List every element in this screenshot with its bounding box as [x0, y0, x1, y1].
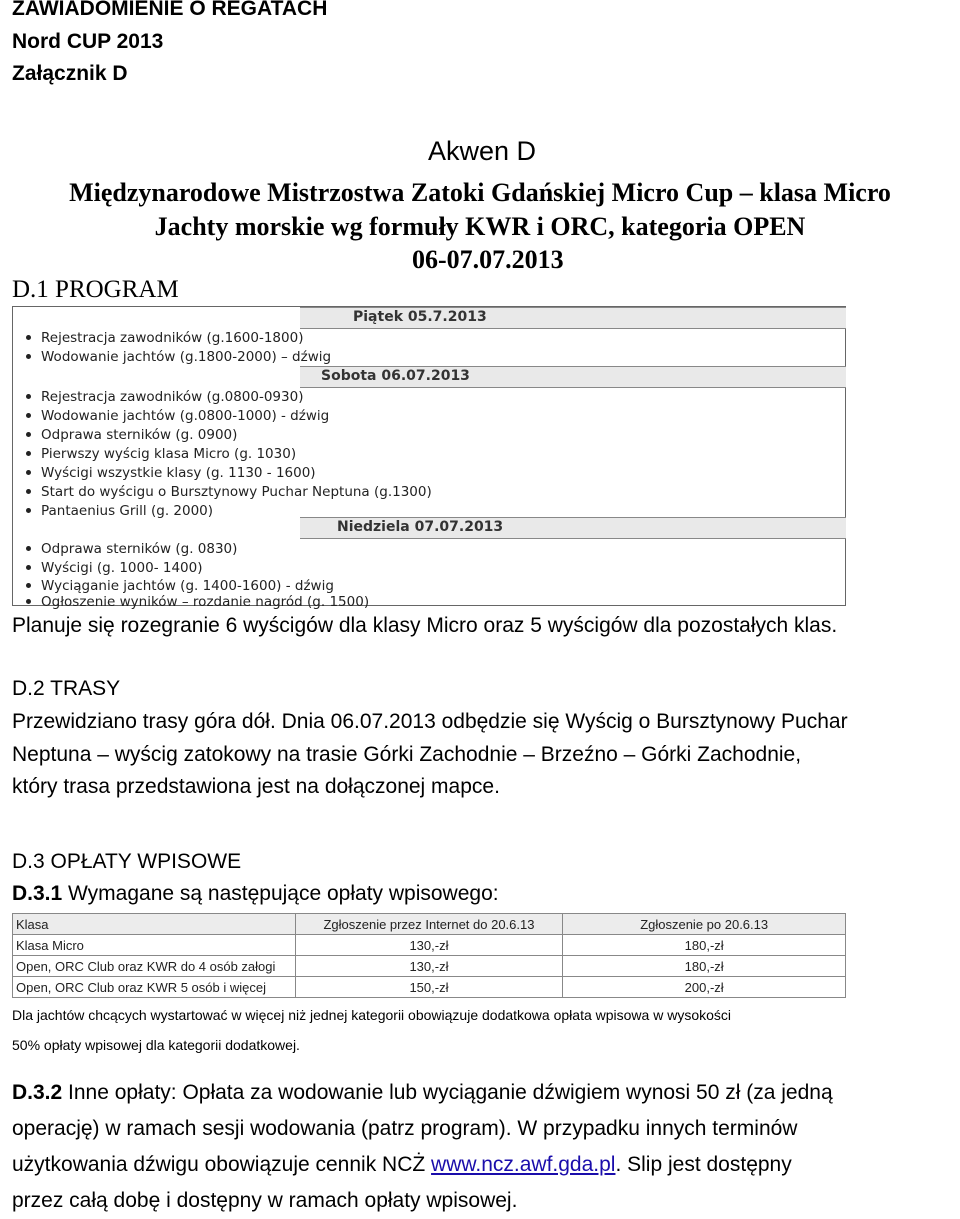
day-label-saturday: Sobota 06.07.2013	[321, 368, 470, 384]
program-item: Wodowanie jachtów (g.0800-1000) - dźwig	[26, 406, 329, 426]
program-item: Pantaenius Grill (g. 2000)	[26, 501, 213, 521]
event-subtitle: Jachty morskie wg formuły KWR i ORC, kategoria OPEN	[154, 212, 806, 241]
table-cell: Open, ORC Club oraz KWR 5 osób i więcej	[13, 977, 296, 998]
bullet-icon	[26, 394, 31, 399]
bullet-icon	[26, 413, 31, 418]
table-cell: 200,-zł	[563, 977, 846, 998]
bullet-icon	[26, 565, 31, 570]
program-item: Wyciąganie jachtów (g. 1400-1600) - dźwig	[26, 576, 334, 596]
event-dates: 06-07.07.2013	[412, 245, 564, 274]
bullet-icon	[26, 354, 31, 359]
table-row	[13, 935, 846, 956]
bullet-icon	[26, 451, 31, 456]
table-cell: Open, ORC Club oraz KWR do 4 osób załogi	[13, 956, 296, 977]
program-note: Planuje się rozegranie 6 wyścigów dla klasy Micro oraz 5 wyścigów dla pozostałych klas.	[12, 614, 838, 637]
oplaty-sub2-line: przez całą dobę i dostępny w ramach opłaty wpisowej.	[12, 1189, 518, 1212]
program-title: D.1 PROGRAM	[12, 276, 179, 303]
program-box	[12, 306, 846, 610]
table-cell: 150,-zł	[295, 977, 563, 998]
bullet-icon	[26, 489, 31, 494]
day-label-sunday: Niedziela 07.07.2013	[337, 519, 504, 535]
bullet-icon	[26, 470, 31, 475]
bullet-icon	[26, 432, 31, 437]
program-item: Wyścigi (g. 1000- 1400)	[26, 558, 202, 578]
trasy-title: D.2 TRASY	[12, 677, 121, 700]
program-item: Pierwszy wyścig klasa Micro (g. 1030)	[26, 444, 296, 464]
program-item: Ogłoszenie wyników – rozdanie nagród (g. 1500)	[26, 592, 369, 612]
extra-fee-line: 50% opłaty wpisowej dla kategorii dodatkowej.	[12, 1037, 300, 1053]
table-cell: 130,-zł	[295, 935, 563, 956]
trasy-line: Neptuna – wyścig zatokowy na trasie Górki Zachodnie – Brzeźno – Górki Zachodnie,	[12, 743, 802, 766]
oplaty-sub2-line: użytkowania dźwigu obowiązuje cennik NCŻ www.ncz.awf.gda.pl. Slip jest dostępny	[12, 1153, 792, 1176]
header-attachment: Załącznik D	[12, 62, 128, 85]
table-header-cell: Zgłoszenie po 20.6.13	[563, 914, 846, 935]
program-item: Odprawa sterników (g. 0900)	[26, 425, 237, 445]
event-title: Międzynarodowe Mistrzostwa Zatoki Gdańskiej Micro Cup – klasa Micro	[69, 178, 891, 207]
oplaty-sub2-line: D.3.2 Inne opłaty: Opłata za wodowanie lub wyciąganie dźwigiem wynosi 50 zł (za jedną	[12, 1081, 833, 1104]
table-cell: 180,-zł	[563, 935, 846, 956]
program-item: Wodowanie jachtów (g.1800-2000) – dźwig	[26, 347, 331, 367]
table-cell: 180,-zł	[563, 956, 846, 977]
oplaty-title: D.3 OPŁATY WPISOWE	[12, 850, 242, 873]
bullet-icon	[26, 583, 31, 588]
table-row	[13, 956, 846, 977]
bullet-icon	[26, 335, 31, 340]
table-header-cell: Zgłoszenie przez Internet do 20.6.13	[295, 914, 563, 935]
fee-table	[12, 913, 846, 998]
bullet-icon	[26, 508, 31, 513]
program-item: Rejestracja zawodników (g.1600-1800)	[26, 328, 303, 348]
bullet-icon	[26, 546, 31, 551]
program-item: Odprawa sterników (g. 0830)	[26, 539, 237, 559]
oplaty-sub2-line: operację) w ramach sesji wodowania (patrz program). W przypadku innych terminów	[12, 1117, 798, 1140]
extra-fee-line: Dla jachtów chcących wystartować w więcej niż jednej kategorii obowiązuje dodatkowa opłata wpisowa w wysokości	[12, 1007, 732, 1023]
table-cell: Klasa Micro	[13, 935, 296, 956]
bullet-icon	[26, 599, 31, 604]
table-header-cell: Klasa	[13, 914, 296, 935]
trasy-line: który trasa przedstawiona jest na dołączonej mapce.	[12, 775, 500, 798]
program-item: Wyścigi wszystkie klasy (g. 1130 - 1600)	[26, 463, 316, 483]
header-subtitle: Nord CUP 2013	[12, 30, 164, 53]
oplaty-sub1: D.3.1 Wymagane są następujące opłaty wpisowego:	[12, 882, 499, 905]
header-title: ZAWIADOMIENIE O REGATACH	[12, 0, 328, 20]
akwen-title: Akwen D	[428, 136, 537, 166]
trasy-line: Przewidziano trasy góra dół. Dnia 06.07.2013 odbędzie się Wyścig o Bursztynowy Puchar	[12, 710, 848, 733]
day-label-friday: Piątek 05.7.2013	[353, 309, 487, 325]
table-header-row	[13, 914, 846, 935]
table-cell: 130,-zł	[295, 956, 563, 977]
ncz-link[interactable]: www.ncz.awf.gda.pl	[431, 1153, 616, 1176]
program-item: Start do wyścigu o Bursztynowy Puchar Neptuna (g.1300)	[26, 482, 432, 502]
table-row	[13, 977, 846, 998]
program-item: Rejestracja zawodników (g.0800-0930)	[26, 387, 303, 407]
